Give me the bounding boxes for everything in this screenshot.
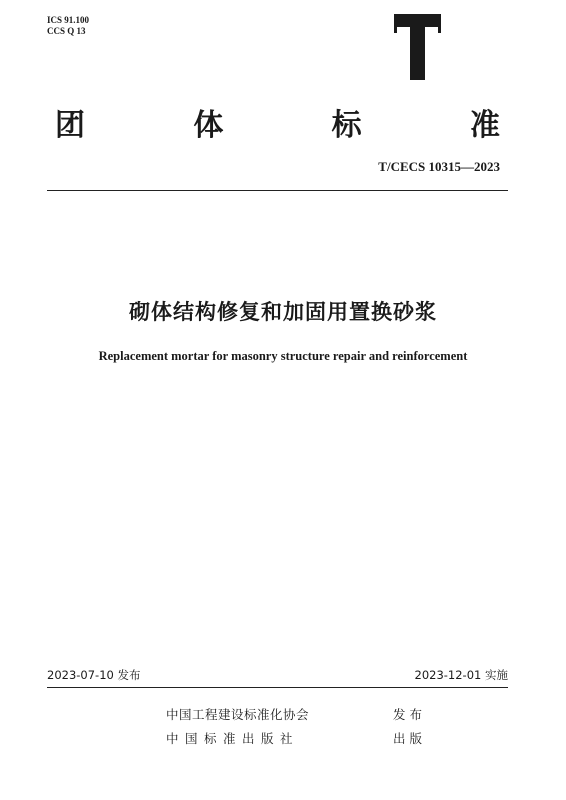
publisher-row bbox=[166, 729, 426, 747]
standard-type-char: 团 bbox=[55, 108, 85, 143]
title-english: Replacement mortar for masonry structure repair and reinforcement bbox=[98, 349, 468, 363]
publisher-name: 中国标准出版社 bbox=[166, 731, 300, 746]
ccs-code: CCS Q 13 bbox=[47, 26, 86, 36]
title-chinese: 砌体结构修复和加固用置换砂浆 bbox=[129, 300, 437, 324]
standard-type-char: 体 bbox=[193, 108, 224, 143]
standard-t-logo bbox=[394, 14, 441, 80]
issue-date: 2023-07-10 发布 bbox=[47, 668, 141, 682]
top-divider bbox=[47, 190, 508, 191]
publisher-row bbox=[166, 705, 426, 723]
publisher-action: 发布 bbox=[392, 707, 426, 722]
bottom-divider bbox=[47, 687, 508, 688]
standard-number: T/CECS 10315—2023 bbox=[378, 159, 500, 174]
implementation-date: 2023-12-01 实施 bbox=[414, 668, 508, 682]
publisher-action: 出版 bbox=[392, 731, 426, 746]
publisher-name: 中国工程建设标准化协会 bbox=[166, 707, 310, 722]
standard-type-char: 准 bbox=[469, 108, 500, 143]
ics-code: ICS 91.100 bbox=[47, 15, 90, 25]
standard-type-heading bbox=[55, 100, 500, 143]
standard-type-char: 标 bbox=[331, 108, 362, 143]
classification-codes bbox=[47, 15, 89, 37]
